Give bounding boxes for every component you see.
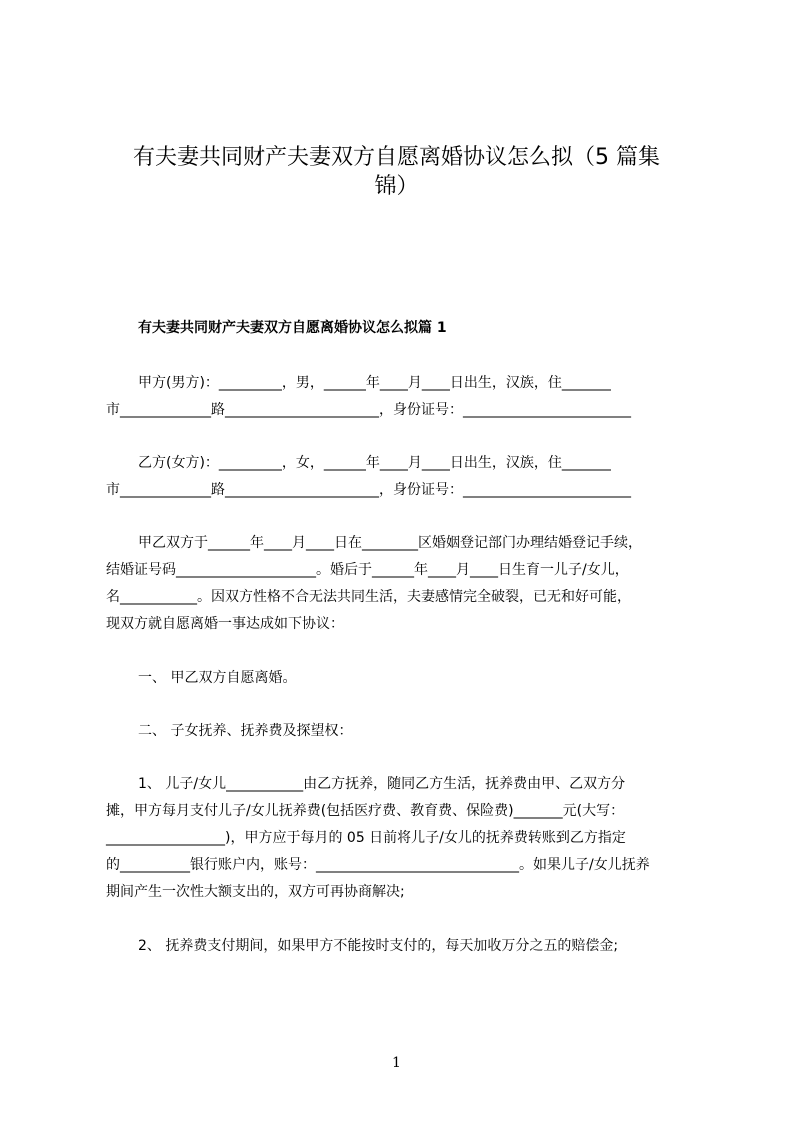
item-1-line-1: 1、 儿子/女儿___________由乙方抚养，随同乙方生活，抚养费由甲、乙双方分 <box>138 776 626 792</box>
item-1-line-2: 摊，甲方每月支付儿子/女儿抚养费(包括医疗费、教育费、保险费)_______元(大写： <box>106 803 625 819</box>
item-2: 2、 抚养费支付期间，如果甲方不能按时支付的，每天加收万分之五的赔偿金; <box>138 938 619 954</box>
item-1-line-3: _________________)，甲方应于每月的 05 日前将儿子/女儿的抚养费转账到乙方指定 <box>106 830 626 846</box>
party-b-line-1: 乙方(女方)：_________，女，______年____月____日出生，汉族，住_______ <box>138 455 611 471</box>
clause-2: 二、 子女抚养、抚养费及探望权： <box>138 723 353 739</box>
clause-1: 一、 甲乙双方自愿离婚。 <box>138 670 297 686</box>
document-title <box>100 143 693 201</box>
intro-line-2: 结婚证号码____________________。婚后于______年____月____日生育一儿子/女儿， <box>106 562 629 578</box>
intro-line-3: 名___________。因双方性格不合无法共同生活，夫妻感情完全破裂，已无和好可能， <box>106 589 631 605</box>
page-number: 1 <box>392 1055 401 1071</box>
title-line-1: 有夫妻共同财产夫妻双方自愿离婚协议怎么拟（5 篇集 <box>133 145 660 170</box>
item-1-line-5: 期间产生一次性大额支出的，双方可再协商解决; <box>106 884 405 900</box>
section-heading: 有夫妻共同财产夫妻双方自愿离婚协议怎么拟篇 1 <box>138 320 447 336</box>
party-b-line-2: 市_____________路______________________，身份证号：________________________ <box>106 482 631 498</box>
item-1-line-4: 的__________银行账户内，账号：_____________________________。如果儿子/女儿抚养 <box>106 857 650 873</box>
intro-line-1: 甲乙双方于______年____月____日在________区婚姻登记部门办理结婚登记手续， <box>138 535 642 551</box>
party-a-line-1: 甲方(男方)：_________，男，______年____月____日出生，汉族，住_______ <box>138 375 611 391</box>
intro-line-4: 现双方就自愿离婚一事达成如下协议： <box>106 616 344 632</box>
party-a-line-2: 市_____________路______________________，身份证号：________________________ <box>106 402 631 418</box>
title-line-2: 锦） <box>374 174 419 199</box>
